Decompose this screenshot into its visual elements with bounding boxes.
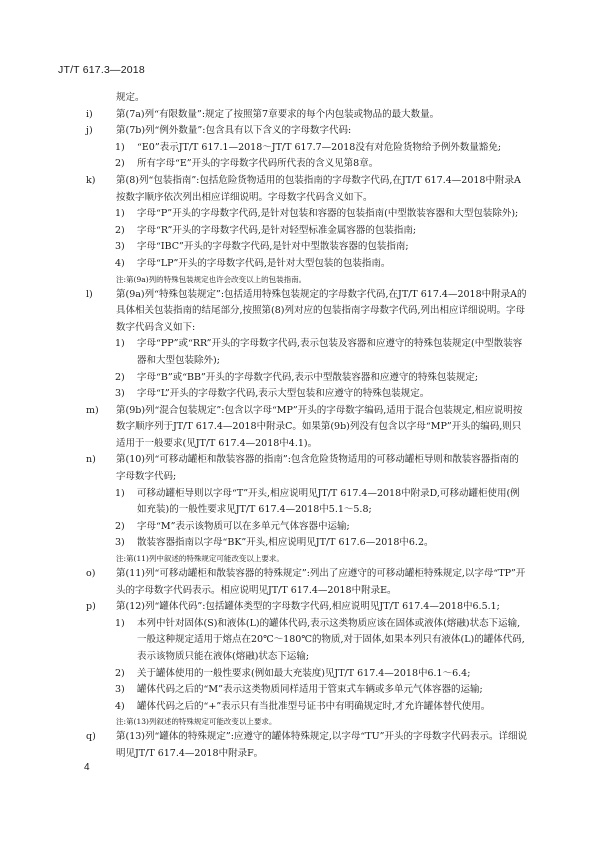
sub-item — [115, 519, 528, 536]
item-text: 第(11)列“可移动罐柜和散装容器的特殊规定”:列出了应遵守的可移动罐柜特殊规定,以字母“TP”开头的字母数字代码表示。相应说明见JT/T 617.4—2018中附录E。 — [116, 568, 526, 596]
list-item — [86, 566, 528, 599]
sub-item — [115, 535, 528, 552]
sub-item-marker: 3) — [115, 537, 125, 549]
item-marker: p) — [86, 601, 96, 613]
sub-item — [115, 223, 528, 240]
document-code-header: JT/T 617.3—2018 — [58, 64, 145, 76]
sub-item — [115, 370, 528, 387]
sub-item-text: 关于罐体使用的一般性要求(例如最大充装度)见JT/T 617.4—2018中6.1～6.4; — [137, 667, 471, 679]
sub-item-marker: 4) — [115, 257, 125, 269]
sub-item-text: 字母“R”开头的字母数字代码,是针对轻型标准金属容器的包装指南; — [137, 224, 417, 236]
sub-item-marker: 2) — [115, 667, 125, 679]
list-item — [86, 599, 528, 616]
list-item — [86, 173, 528, 206]
sub-item — [115, 156, 528, 173]
item-marker: m) — [86, 404, 99, 416]
sub-item — [115, 486, 528, 519]
sub-item-marker: 2) — [115, 224, 125, 236]
sub-item-marker: 3) — [115, 241, 125, 253]
item-text: 第(7b)列“例外数量”:包含具有以下含义的字母数字代码: — [116, 125, 352, 137]
item-list — [84, 107, 528, 763]
item-marker: o) — [86, 568, 96, 580]
sub-item-text: 罐体代码之后的“+”表示只有当批准型号证书中有明确规定时,才允许罐体替代使用。 — [137, 700, 491, 712]
sub-item-marker: 3) — [115, 388, 125, 400]
list-item — [86, 107, 528, 124]
note: 注:第(11)列中叙述的特殊规定可能改变以上要求。 — [116, 554, 284, 564]
sub-item-marker: 1) — [115, 208, 125, 220]
continued-text: 规定。 — [116, 92, 145, 103]
item-marker: q) — [86, 731, 96, 743]
list-item — [86, 287, 528, 337]
sub-item — [115, 699, 528, 716]
sub-item-text: 可移动罐柜导则以字母“T”开头,相应说明见JT/T 617.4—2018中附录D,可移动罐柜使用(例如充装)的一般性要求见JT/T 617.4—2018中5.1～5.8; — [137, 487, 520, 516]
list-item — [86, 123, 528, 140]
sub-item-marker: 3) — [115, 684, 125, 696]
sub-item-marker: 1) — [115, 617, 125, 629]
sub-item-text: 所有字母“E”开头的字母数字代码所代表的含义见第8章。 — [137, 158, 379, 170]
sub-item-text: 罐体代码之后的“M”表示这类物质同样适用于管束式车辆或多单元气体容器的运输; — [137, 684, 483, 696]
sub-item-marker: 1) — [115, 141, 125, 153]
sub-item — [115, 386, 528, 403]
sub-item — [115, 616, 528, 666]
sub-item-marker: 2) — [115, 158, 125, 170]
sub-item-text: 字母“L”开头的字母数字代码,表示大型包装和应遵守的特殊包装规定。 — [137, 388, 430, 400]
sub-item-marker: 1) — [115, 338, 125, 350]
item-text: 第(13)列“罐体的特殊规定”:应遵守的罐体特殊规定,以字母“TU”开头的字母数字代码表示。详细说明见JT/T 617.4—2018中附录F。 — [116, 731, 527, 759]
sub-item-marker: 1) — [115, 487, 125, 499]
note: 注:第(13)列叙述的特殊规定可能改变以上要求。 — [116, 717, 277, 727]
sub-item-text: 字母“LP”开头的字母数字代码,是针对大型包装的包装指南。 — [137, 257, 391, 269]
list-item — [86, 403, 528, 453]
sub-item-text: 散装容器指南以字母“BK”开头,相应说明见JT/T 617.6—2018中6.2。 — [137, 537, 434, 549]
note: 注:第(9a)列的特殊包装规定也许会改变以上的包装指南。 — [116, 274, 307, 284]
sub-item-text: 字母“IBC”开头的字母数字代码,是针对中型散装容器的包装指南; — [137, 241, 409, 253]
sub-item — [115, 140, 528, 157]
item-marker: n) — [86, 454, 96, 466]
sub-item — [115, 666, 528, 683]
item-marker: k) — [86, 174, 96, 186]
list-item — [86, 452, 528, 485]
item-text: 第(7a)列“有限数量”:规定了按照第7章要求的每个内包装或物品的最大数量。 — [116, 108, 440, 120]
sub-item — [115, 206, 528, 223]
sub-item — [115, 336, 528, 369]
sub-item — [115, 239, 528, 256]
item-text: 第(12)列“罐体代码”:包括罐体类型的字母数字代码,相应说明见JT/T 617.4—2018中6.5.1; — [116, 601, 500, 613]
item-text: 第(8)列“包装指南”:包括危险货物适用的包装指南的字母数字代码,在JT/T 617.4—2018中附录A按数字顺序依次列出相应详细说明。字母数字代码含义如下。 — [116, 174, 521, 203]
item-text: 第(9b)列“混合包装规定”:包含以字母“MP”开头的字母数字编码,适用于混合包装规定,相应说明按数字顺序列于JT/T 617.4—2018中附录C。如果第(9b)列没有包含以字母“MP”开头的编码,则只适用于一般要求(见JT/T 617.4—2018中4.1)。 — [116, 404, 523, 449]
sub-item-text: 字母“P”开头的字母数字代码,是针对包装和容器的包装指南(中型散装容器和大型包装除外); — [137, 208, 519, 220]
sub-item — [115, 256, 528, 273]
sub-item-marker: 2) — [115, 371, 125, 383]
page-number: 4 — [84, 762, 90, 773]
item-text: 第(9a)列“特殊包装规定”:包括适用特殊包装规定的字母数字代码,在JT/T 617.4—2018中附录A的具体相关包装指南的结尾部分,按照第(8)列对应的包装指南字母数字代码,列出相应详细说明。字母数字代码含义如下: — [116, 288, 527, 333]
item-marker: j) — [86, 125, 93, 137]
item-marker: i) — [86, 108, 93, 120]
sub-item-text: 字母“M”表示该物质可以在多单元气体容器中运输; — [137, 520, 350, 532]
sub-item-text: 字母“B”或“BB”开头的字母数字代码,表示中型散装容器和应遵守的特殊包装规定; — [137, 371, 479, 383]
sub-item-marker: 4) — [115, 700, 125, 712]
sub-item-text: 字母“PP”或“RR”开头的字母数字代码,表示包装及容器和应遵守的特殊包装规定(中型散装容器和大型包装除外); — [137, 338, 523, 366]
sub-item-marker: 2) — [115, 520, 125, 532]
item-text: 第(10)列“可移动罐柜和散装容器的指南”:包含危险货物适用的可移动罐柜导则和散装容器指南的字母数字代码; — [116, 454, 519, 483]
list-item — [86, 729, 528, 762]
sub-item-text: “E0”表示JT/T 617.1—2018～JT/T 617.7—2018没有对危险货物给予例外数量豁免; — [137, 141, 502, 153]
sub-item-text: 本列中针对固体(S)和液体(L)的罐体代码,表示这类物质应该在固体或液体(熔融)状态下运输,一般这种规定适用于熔点在20℃～180℃的物质,对于固体,如果本列只有液体(L)的罐体代码,表示该物质只能在液体(熔融)状态下运输; — [137, 617, 525, 662]
item-marker: l) — [86, 288, 93, 300]
body-text — [84, 90, 528, 763]
sub-item — [115, 682, 528, 699]
